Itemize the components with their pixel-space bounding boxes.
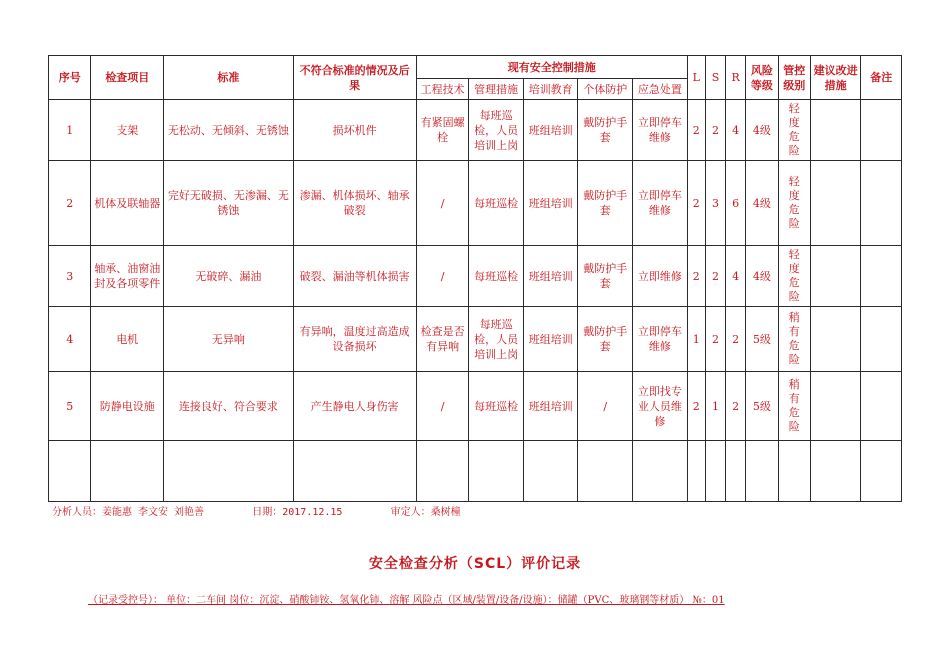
cell-emergency: 立即停车维修 <box>633 100 688 161</box>
header-suggestion: 建议改进措施 <box>810 56 861 100</box>
cell-risk-level: 4级 <box>746 246 778 307</box>
cell-item: 电机 <box>91 307 164 372</box>
cell-ppe: 戴防护手套 <box>578 100 633 161</box>
header-s: S <box>705 56 725 100</box>
cell-item: 防静电设施 <box>91 372 164 441</box>
cell-r: 2 <box>726 307 746 372</box>
cell-engineering: / <box>416 161 469 246</box>
cell-training: 班组培训 <box>523 246 578 307</box>
cell-control-level <box>778 161 810 246</box>
cell-training: 班组培训 <box>523 100 578 161</box>
cell-management: 每班巡检 <box>469 161 524 246</box>
cell-l: 2 <box>687 372 705 441</box>
cell-control-level <box>778 372 810 441</box>
cell-risk-level: 5级 <box>746 307 778 372</box>
cell-s: 1 <box>705 372 725 441</box>
cell-training: 班组培训 <box>523 307 578 372</box>
header-remarks: 备注 <box>861 56 902 100</box>
cell-ppe: / <box>578 372 633 441</box>
document-title: 安全检查分析（SCL）评价记录 <box>368 556 582 572</box>
cell-management: 每班巡检 <box>469 372 524 441</box>
header-nonconformity: 不符合标准的情况及后果 <box>293 56 416 100</box>
cell-s: 2 <box>705 246 725 307</box>
cell-standard: 无破碎、漏油 <box>164 246 293 307</box>
cell-s: 2 <box>705 307 725 372</box>
header-standard: 标准 <box>164 56 293 100</box>
cell-item: 支架 <box>91 100 164 161</box>
cell-remarks <box>861 100 902 161</box>
cell-l: 2 <box>687 100 705 161</box>
cell-control-level <box>778 246 810 307</box>
control-level-text: 稍有危险 <box>788 311 800 366</box>
cell-remarks <box>861 246 902 307</box>
cell-remarks <box>861 161 902 246</box>
scl-table-container <box>48 55 902 502</box>
cell-risk-level: 4级 <box>746 100 778 161</box>
cell-nonconformity: 破裂、漏油等机体损害 <box>293 246 416 307</box>
date: 日期：2017.12.15 <box>252 507 343 518</box>
cell-nonconformity: 产生静电人身伤害 <box>293 372 416 441</box>
table-row-empty <box>49 441 902 502</box>
cell-nonconformity: 有异响，温度过高造成设备损坏 <box>293 307 416 372</box>
cell-management: 每班巡检，人员培训上岗 <box>469 307 524 372</box>
cell-standard: 无异响 <box>164 307 293 372</box>
header-engineering: 工程技术 <box>416 79 469 100</box>
cell-engineering: 有紧固螺栓 <box>416 100 469 161</box>
table-row <box>49 100 902 161</box>
header-seq: 序号 <box>49 56 91 100</box>
table-row <box>49 161 902 246</box>
cell-ppe: 戴防护手套 <box>578 161 633 246</box>
cell-s: 2 <box>705 100 725 161</box>
control-level-text: 轻度危险 <box>788 102 800 157</box>
cell-l: 1 <box>687 307 705 372</box>
cell-nonconformity: 损坏机件 <box>293 100 416 161</box>
analysts: 分析人员：姜能惠 李文安 刘艳善 <box>52 507 205 518</box>
cell-engineering: 检查是否有异响 <box>416 307 469 372</box>
cell-engineering: / <box>416 372 469 441</box>
cell-r: 4 <box>726 246 746 307</box>
cell-suggestion <box>810 161 861 246</box>
cell-training: 班组培训 <box>523 372 578 441</box>
cell-item: 轴承、油窗油封及各项零件 <box>91 246 164 307</box>
cell-standard: 连接良好、符合要求 <box>164 372 293 441</box>
header-item: 检查项目 <box>91 56 164 100</box>
control-level-text: 轻度危险 <box>788 175 800 230</box>
cell-emergency: 立即停车维修 <box>633 307 688 372</box>
cell-control-level <box>778 100 810 161</box>
cell-seq: 4 <box>49 307 91 372</box>
cell-nonconformity: 渗漏、机体损坏、轴承破裂 <box>293 161 416 246</box>
cell-seq: 2 <box>49 161 91 246</box>
cell-seq: 3 <box>49 246 91 307</box>
table-row <box>49 246 902 307</box>
header-l: L <box>687 56 705 100</box>
signature-line <box>52 503 461 518</box>
cell-remarks <box>861 372 902 441</box>
table-row <box>49 372 902 441</box>
record-control-line: （记录受控号）： 单位：二车间 岗位：沉淀、硝酸铈铵、氢氧化铈、溶解 风险点（区域/装置/设备/设施）：储罐（PVC、玻璃钢等材质） №：01 <box>88 595 725 606</box>
cell-emergency: 立即停车维修 <box>633 161 688 246</box>
cell-risk-level: 4级 <box>746 161 778 246</box>
cell-r: 2 <box>726 372 746 441</box>
header-control-level: 管控级别 <box>778 56 810 100</box>
cell-risk-level: 5级 <box>746 372 778 441</box>
cell-seq: 1 <box>49 100 91 161</box>
header-risk-level: 风险等级 <box>746 56 778 100</box>
cell-training: 班组培训 <box>523 161 578 246</box>
cell-suggestion <box>810 307 861 372</box>
cell-suggestion <box>810 100 861 161</box>
cell-management: 每班巡检 <box>469 246 524 307</box>
cell-standard: 无松动、无倾斜、无锈蚀 <box>164 100 293 161</box>
cell-r: 4 <box>726 100 746 161</box>
header-emergency: 应急处置 <box>633 79 688 100</box>
cell-emergency: 立即找专业人员维修 <box>633 372 688 441</box>
cell-standard: 完好无破损、无渗漏、无锈蚀 <box>164 161 293 246</box>
scl-table <box>48 55 902 502</box>
cell-management: 每班巡检，人员培训上岗 <box>469 100 524 161</box>
cell-engineering: / <box>416 246 469 307</box>
cell-item: 机体及联轴器 <box>91 161 164 246</box>
header-r: R <box>726 56 746 100</box>
header-ppe: 个体防护 <box>578 79 633 100</box>
header-controls: 现有安全控制措施 <box>416 56 687 79</box>
cell-control-level <box>778 307 810 372</box>
cell-emergency: 立即维修 <box>633 246 688 307</box>
table-row <box>49 307 902 372</box>
header-management: 管理措施 <box>469 79 524 100</box>
cell-ppe: 戴防护手套 <box>578 246 633 307</box>
cell-suggestion <box>810 372 861 441</box>
cell-remarks <box>861 307 902 372</box>
cell-suggestion <box>810 246 861 307</box>
cell-ppe: 戴防护手套 <box>578 307 633 372</box>
control-level-text: 轻度危险 <box>788 248 800 303</box>
cell-l: 2 <box>687 246 705 307</box>
cell-l: 2 <box>687 161 705 246</box>
reviewer: 审定人：桑树橦 <box>390 507 461 518</box>
cell-s: 3 <box>705 161 725 246</box>
cell-seq: 5 <box>49 372 91 441</box>
cell-r: 6 <box>726 161 746 246</box>
header-training: 培训教育 <box>523 79 578 100</box>
control-level-text: 稍有危险 <box>788 378 800 433</box>
